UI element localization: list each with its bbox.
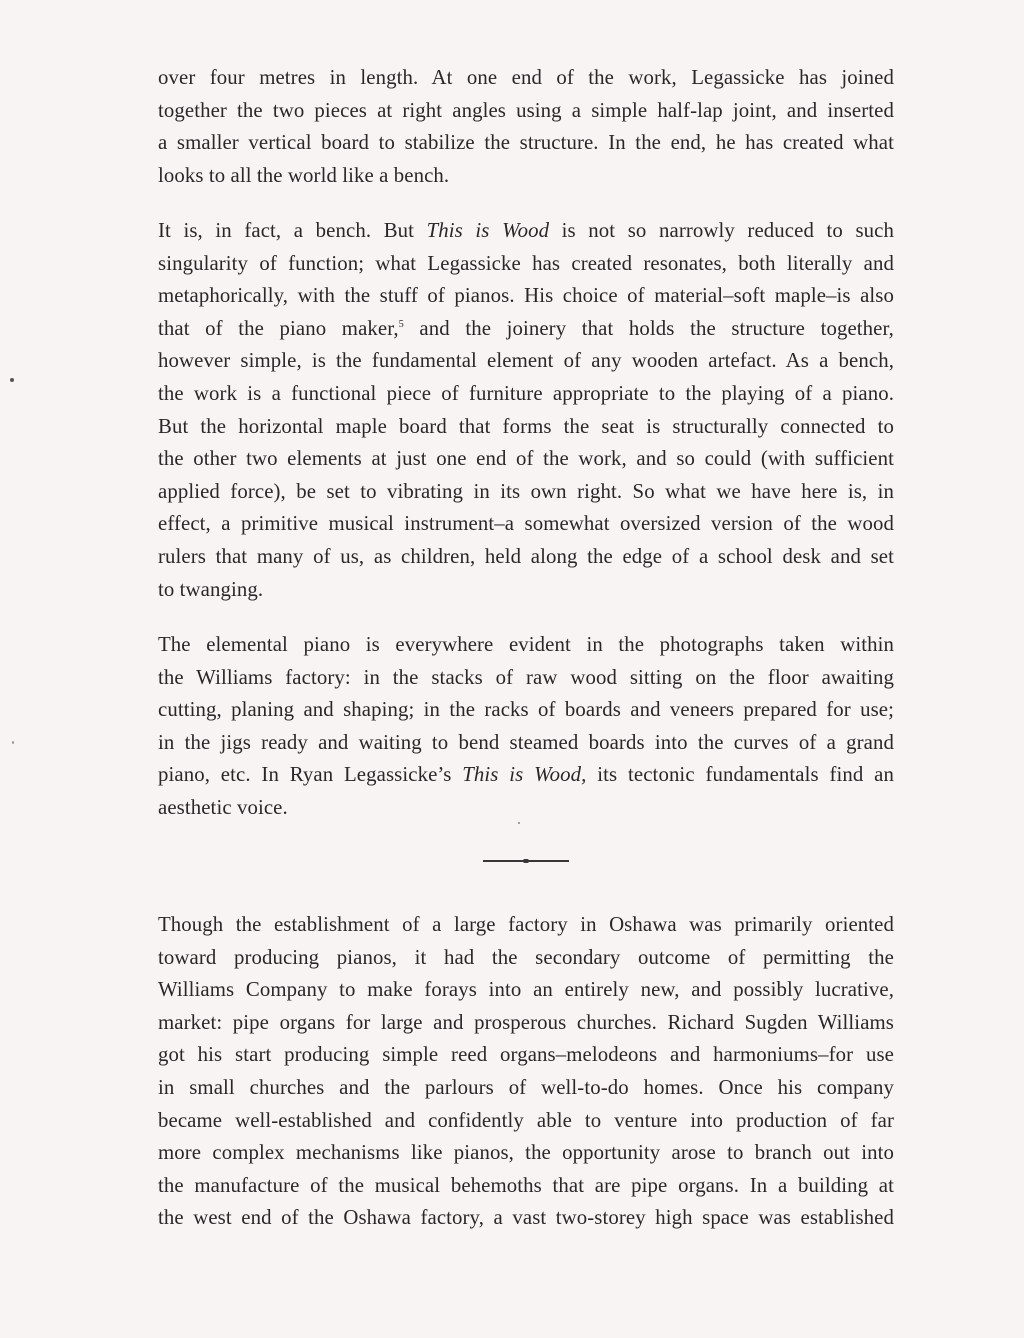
text-line: Though the establishment of a large factory in Oshawa was primarily oriented [158,913,894,936]
text-run: its tectonic fundamentals find an [586,763,894,787]
text-line: in the jigs ready and waiting to bend steamed boards into the curves of a grand [158,730,894,754]
text-line [158,313,894,346]
text-line [158,759,894,792]
text-line: metaphorically, with the stuff of pianos. His choice of material–soft maple–is also [158,284,894,308]
text-line: together the two pieces at right angles using a simple half-lap joint, and inserted [158,98,894,122]
text-line: the manufacture of the musical behemoths that are pipe organs. In a building at [158,1173,894,1197]
text-run: is not so narrowly reduced to such [549,219,894,242]
text-line: in small churches and the parlours of well-to-do homes. Once his company [158,1075,894,1099]
text-line: the Williams factory: in the stacks of raw wood sitting on the floor awaiting [158,665,894,689]
scan-speck [10,378,14,382]
text-line: toward producing pianos, it had the secondary outcome of permitting the [158,945,894,969]
text-line: rulers that many of us, as children, held along the edge of a school desk and set [158,544,894,568]
text-line: the work is a functional piece of furniture appropriate to the playing of a piano. [158,381,894,405]
paragraph-1 [158,62,894,192]
text-line: the west end of the Oshawa factory, a vast two-storey high space was established [158,1206,894,1230]
text-line: Williams Company to make forays into an entirely new, and possibly lucrative, [158,978,894,1002]
text-line: a smaller vertical board to stabilize the structure. In the end, he has created what [158,131,894,155]
text-run: It is, in fact, a bench. But [158,219,427,242]
artwork-title: This is Wood, [462,763,587,787]
text-run: piano, etc. In Ryan Legassicke’s [158,763,463,787]
text-line: singularity of function; what Legassicke has created resonates, both literally and [158,251,894,275]
text-line: to twanging. [158,577,264,601]
paragraph-2 [158,215,894,606]
text-line: cutting, planing and shaping; in the racks of boards and veneers prepared for use; [158,698,894,722]
text-line [158,215,894,248]
text-line: effect, a primitive musical instrument–a somewhat oversized version of the wood [158,512,894,536]
text-line: market: pipe organs for large and prosperous churches. Richard Sugden Williams [158,1010,894,1034]
text-line: The elemental piano is everywhere evident in the photographs taken within [158,633,894,656]
text-line: aesthetic voice. [158,795,288,819]
text-line: over four metres in length. At one end of the work, Legassicke has joined [158,66,894,89]
text-line: however simple, is the fundamental element of any wooden artefact. As a bench, [158,349,894,373]
text-line: applied force), be set to vibrating in its own right. So what we have here is, in [158,479,894,503]
text-line: looks to all the world like a bench. [158,163,450,187]
paragraph-3 [158,629,894,825]
artwork-title: This is Wood [426,219,550,242]
text-line: the other two elements at just one end of the work, and so could (with sufficient [158,447,894,471]
text-line: But the horizontal maple board that forms the seat is structurally connected to [158,414,894,438]
scan-speck [518,822,520,824]
scan-speck [12,741,14,744]
text-run: and the joinery that holds the structure together, [403,316,894,340]
footnote-marker: 5 [398,318,404,330]
text-line: became well-established and confidently able to venture into production of far [158,1108,894,1132]
text-line: got his start producing simple reed organs–melodeons and harmoniums–for use [158,1043,894,1067]
text-run: that of the piano maker, [158,316,399,340]
paragraph-4 [158,909,894,1235]
section-divider [483,860,569,862]
text-line: more complex mechanisms like pianos, the opportunity arose to branch out into [158,1141,894,1165]
